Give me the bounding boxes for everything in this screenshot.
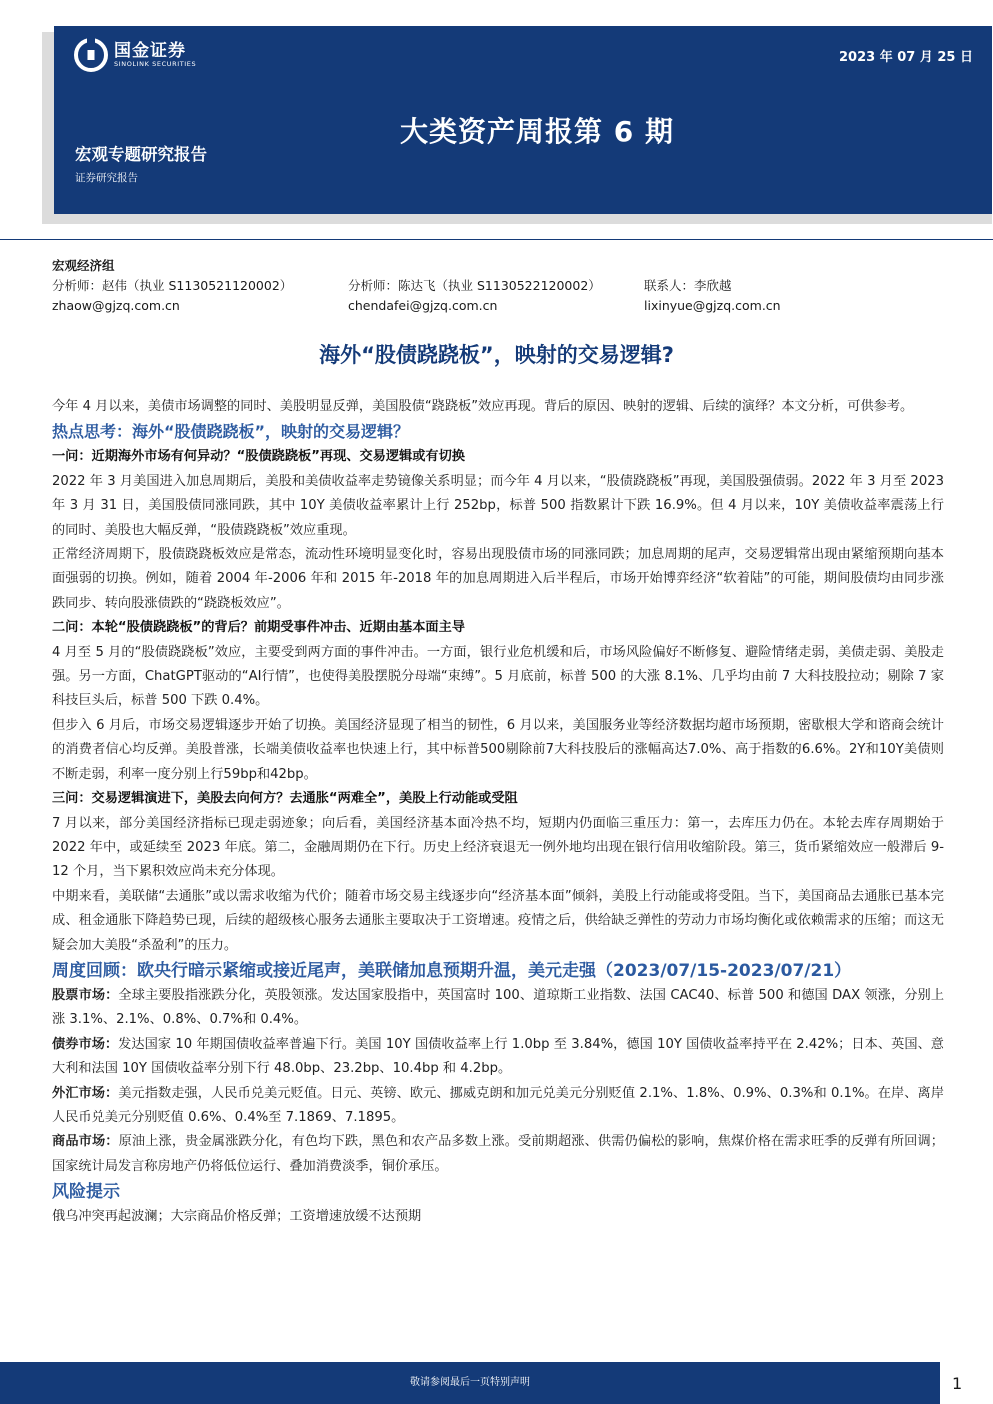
question-3-paragraph-1: 7 月以来，部分美国经济指标已现走弱迹象；向后看，美国经济基本面冷热不均，短期内仍面临三重压力：第一，去库压力仍在。本轮去库存周期始于 2022 年中，或延续至 2023 年底。第二，金融周期仍在下行。历史上经济衰退无一例外地均出现在银行信用收缩阶段。第三，货币紧缩效应一般滞后 9-12 个月，当下累积效应尚未充分体现。 (52, 815, 944, 880)
section-title-weekly-review: 周度回顾：欧央行暗示紧缩或接近尾声，美联储加息预期升温，美元走强（2023/07/15-2023/07/21） (52, 960, 852, 981)
commodity-market-label: 商品市场： (52, 1134, 119, 1150)
footer-disclaimer[interactable]: 敬请参阅最后一页特别声明 (410, 1377, 530, 1388)
report-type: 宏观专题研究报告 (75, 145, 207, 164)
stock-market-paragraph (52, 984, 944, 1033)
question-1-paragraph-2: 正常经济周期下，股债跷跷板效应是常态，流动性环境明显变化时，容易出现股债市场的同涨同跌；加息周期的尾声，交易逻辑常出现由紧缩预期向基本面强弱的切换。例如，随着 2004 年-2006 年和 2015 年-2018 年的加息周期进入后半程后，市场开始博弈经济“软着陆”的可能，期间股债均由同步涨跌同步、转向股涨债跌的“跷跷板效应”。 (52, 547, 944, 611)
risk-text: 俄乌冲突再起波澜；大宗商品价格反弹；工资增速放缓不达预期 (52, 1209, 422, 1225)
fx-market-paragraph (52, 1082, 944, 1131)
question-3-title: 三问：交易逻辑演进下，美股去向何方？去通胀“两难全”，美股上行动能或受阻 (52, 791, 518, 807)
bond-market-text: 发达国家 10 年期国债收益率普遍下行。美国 10Y 国债收益率上行 1.0bp 至 3.84%，德国 10Y 国债收益率持平在 2.42%；日本、英国、意大利和法国 10Y 国债收益率分别下行 48.0bp、23.2bp、10.4bp 和 4.2bp。 (52, 1036, 944, 1077)
fx-market-text: 美元指数走强，人民币兑美元贬值。日元、英镑、欧元、挪威克朗和加元兑美元分别贬值 2.1%、1.8%、0.9%、0.3%和 0.1%。在岸、离岸人民币兑美元分别贬值 0.6%、0.4%至 7.1869、7.1895。 (52, 1085, 945, 1125)
question-2-title: 二问：本轮“股债跷跷板”的背后？前期受事件冲击、近期由基本面主导 (52, 620, 465, 636)
author-2 (348, 276, 601, 316)
report-date: 2023 年 07 月 25 日 (839, 50, 973, 65)
fx-market-label: 外汇市场： (52, 1085, 119, 1101)
company-logo (74, 38, 196, 72)
report-title: 大类资产周报第 6 期 (400, 115, 674, 148)
commodity-market-text: 原油上涨，贵金属涨跌分化，有色均下跌，黑色和农产品多数上涨。受前期超涨、供需仍偏松的影响，焦煤价格在需求旺季的反弹有所回调；国家统计局发言称房地产仍将低位运行、叠加消费淡季，铜价承压。 (52, 1134, 944, 1174)
question-1-title: 一问：近期海外市场有何异动？“股债跷跷板”再现、交易逻辑或有切换 (52, 449, 465, 465)
author-1-email[interactable]: zhaow@gjzq.com.cn (52, 298, 180, 313)
article-headline: 海外“股债跷跷板”，映射的交易逻辑? (319, 343, 674, 367)
question-3-paragraph-2: 中期来看，美联储“去通胀”或以需求收缩为代价；随着市场交易主线逐步向“经济基本面”倾斜，美股上行动能或将受阻。当下，美国商品去通胀已基本完成、租金通胀下降趋势已现，后续的超级核心服务去通胀主要取决于工资增速。疫情之后，供给缺乏弹性的劳动力市场均衡化或依赖需求的压缩；而这无疑会加大美股“杀盈利”的压力。 (52, 888, 944, 953)
intro-paragraph: 今年 4 月以来，美债市场调整的同时、美股明显反弹，美国股债“跷跷板”效应再现。背后的原因、映射的逻辑、后续的演绎？本文分析，可供参考。 (52, 399, 914, 414)
report-subtype: 证券研究报告 (75, 172, 138, 184)
logo-mark-icon (74, 38, 108, 72)
footer-bar (0, 1362, 940, 1404)
bond-market-paragraph (52, 1033, 944, 1082)
stock-market-label: 股票市场： (52, 987, 119, 1003)
author-2-email[interactable]: chendafei@gjzq.com.cn (348, 298, 498, 313)
stock-market-text: 全球主要股指涨跌分化，英股领涨。发达国家股指中，英国富时 100、道琼斯工业指数、法国 CAC40、标普 500 和德国 DAX 领涨，分别上涨 3.1%、2.1%、0.8%、0.7%和 0.4%。 (52, 987, 945, 1028)
bond-market-label: 债券市场： (52, 1036, 119, 1052)
author-3 (644, 276, 781, 316)
author-3-email[interactable]: lixinyue@gjzq.com.cn (644, 298, 781, 313)
author-1 (52, 276, 292, 316)
author-3-name: 联系人：李欣越 (644, 278, 732, 293)
report-body (52, 395, 944, 1230)
author-1-name: 分析师：赵伟（执业 S1130521120002） (52, 278, 293, 293)
question-2-paragraph-1: 4 月至 5 月的“股债跷跷板”效应，主要受到两方面的事件冲击。一方面，银行业危机缓和后，市场风险偏好不断修复、避险情绪走弱，美债走弱、美股走强。另一方面，ChatGPT驱动的“AI行情”，也使得美股摆脱分母端“束缚”。5 月底前，标普 500 的大涨 8.1%、几乎均由前 7 大科技股拉动；剔除 7 家科技巨头后，标普 500 下跌 0.4%。 (52, 644, 944, 709)
section-title-hot-topic: 热点思考：海外“股债跷跷板”，映射的交易逻辑？ (52, 422, 410, 442)
research-group: 宏观经济组 (52, 258, 115, 273)
question-1-paragraph-1: 2022 年 3 月美国进入加息周期后，美股和美债收益率走势镜像关系明显；而今年 4 月以来，“股债跷跷板”再现，美国股强债弱。2022 年 3 月至 2023 年 3 月 31 日，美国股债同涨同跌，其中 10Y 美债收益率累计上行 252bp，标普 500 指数累计下跌 16.9%。但 4 月以来，10Y 美债收益率震荡上行的同时、美股也大幅反弹，“股债跷跷板”效应重现。 (52, 473, 944, 538)
logo-name-cn: 国金证券 (114, 40, 186, 61)
logo-name-en: SINOLINK SECURITIES (114, 59, 197, 68)
page-number: 1 (952, 1374, 963, 1393)
risk-title: 风险提示 (52, 1182, 120, 1203)
question-2-paragraph-2: 但步入 6 月后，市场交易逻辑逐步开始了切换。美国经济显现了相当的韧性，6 月以来，美国服务业等经济数据均超市场预期，密歇根大学和谘商会统计的消费者信心均反弹。美股普涨，长端美债收益率也快速上行，其中标普500剔除前7大科技股后的涨幅高达7.0%、高于指数的6.6%。2Y和10Y美债则不断走弱，利率一度分别上行59bp和42bp。 (52, 717, 944, 782)
author-2-name: 分析师：陈达飞（执业 S1130522120002） (348, 278, 601, 293)
commodity-market-paragraph (52, 1130, 944, 1179)
header-divider (0, 239, 993, 240)
